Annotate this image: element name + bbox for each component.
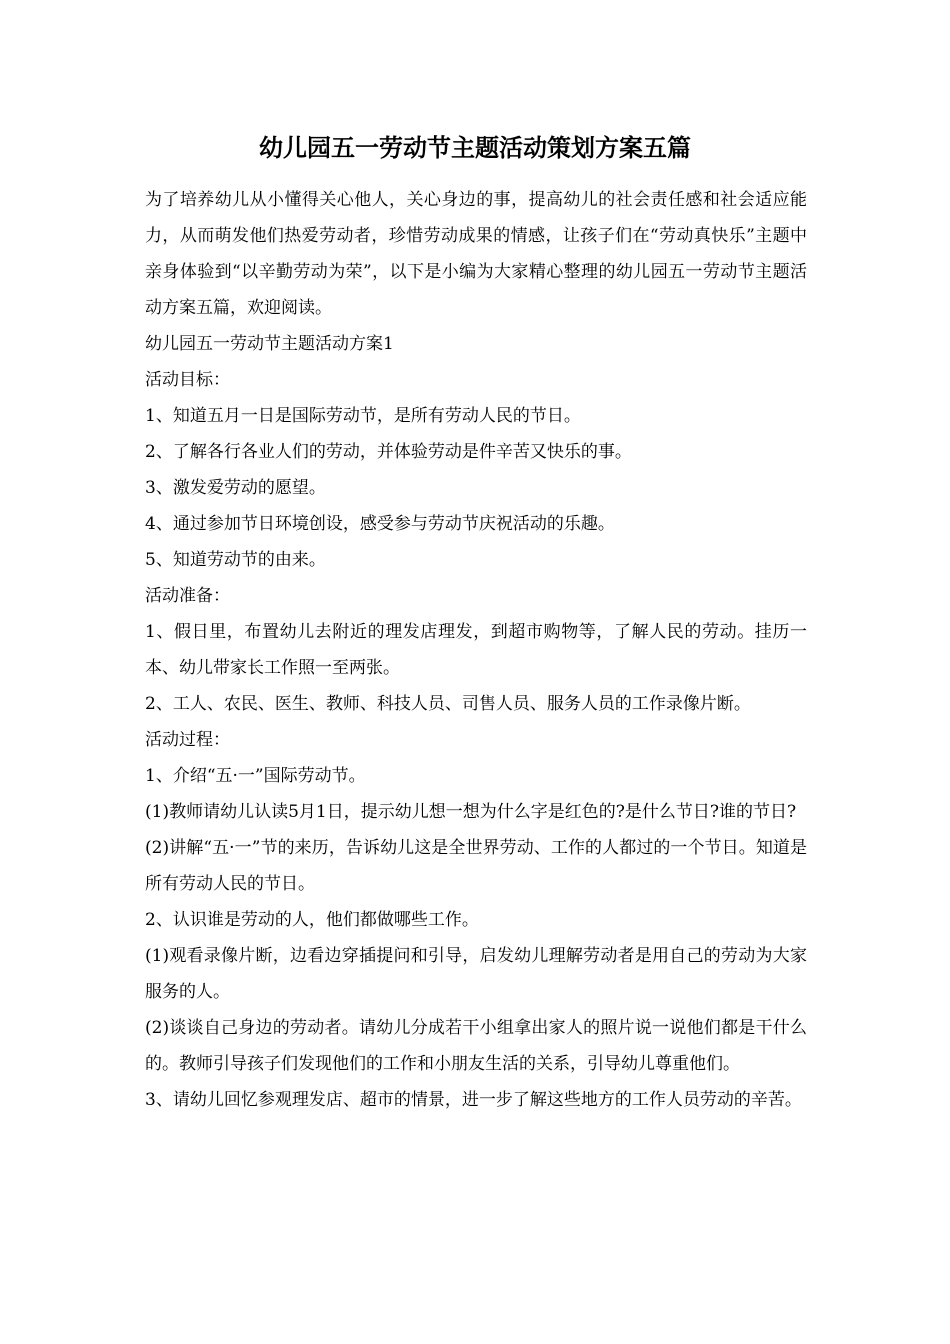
process-step-1-sub-1: (1)教师请幼儿认读5月1日，提示幼儿想一想为什么字是红色的?是什么节日?谁的节日? bbox=[145, 802, 797, 822]
section-heading-plan-1: 幼儿园五一劳动节主题活动方案1 bbox=[145, 334, 394, 354]
intro-paragraph: 为了培养幼儿从小懂得关心他人，关心身边的事，提高幼儿的社会责任感和社会适应能力，从而萌发他们热爱劳动者，珍惜劳动成果的情感，让孩子们在“劳动真快乐”主题中亲身体验到“以辛勤劳动为荣”，以下是小编为大家精心整理的幼儿园五一劳动节主题活动方案五篇，欢迎阅读。 bbox=[145, 190, 807, 318]
process-step-3: 3、请幼儿回忆参观理发店、超市的情景，进一步了解这些地方的工作人员劳动的辛苦。 bbox=[145, 1090, 802, 1110]
subheading-preparation: 活动准备： bbox=[145, 586, 230, 606]
goal-item-1: 1、知道五月一日是国际劳动节，是所有劳动人民的节日。 bbox=[145, 406, 581, 426]
process-step-2: 2、认识谁是劳动的人，他们都做哪些工作。 bbox=[145, 910, 479, 930]
document-title: 幼儿园五一劳动节主题活动策划方案五篇 bbox=[259, 133, 691, 162]
goal-item-4: 4、通过参加节日环境创设，感受参与劳动节庆祝活动的乐趣。 bbox=[145, 514, 615, 534]
goal-item-2: 2、了解各行各业人们的劳动，并体验劳动是件辛苦又快乐的事。 bbox=[145, 442, 632, 462]
goal-item-3: 3、激发爱劳动的愿望。 bbox=[145, 478, 326, 498]
preparation-item-2: 2、工人、农民、医生、教师、科技人员、司售人员、服务人员的工作录像片断。 bbox=[145, 694, 751, 714]
process-step-1-sub-2: (2)讲解“五·一”节的来历，告诉幼儿这是全世界劳动、工作的人都过的一个节日。知道是所有劳动人民的节日。 bbox=[145, 838, 807, 894]
process-step-1: 1、介绍“五·一”国际劳动节。 bbox=[145, 766, 366, 786]
subheading-process: 活动过程： bbox=[145, 730, 230, 750]
process-step-2-sub-1: (1)观看录像片断，边看边穿插提问和引导，启发幼儿理解劳动者是用自己的劳动为大家服务的人。 bbox=[145, 946, 807, 1002]
subheading-goals: 活动目标： bbox=[145, 370, 230, 390]
document-body bbox=[145, 182, 807, 1118]
preparation-item-1: 1、假日里，布置幼儿去附近的理发店理发，到超市购物等，了解人民的劳动。挂历一本、幼儿带家长工作照一至两张。 bbox=[145, 622, 807, 678]
goal-item-5: 5、知道劳动节的由来。 bbox=[145, 550, 326, 570]
process-step-2-sub-2: (2)谈谈自己身边的劳动者。请幼儿分成若干小组拿出家人的照片说一说他们都是干什么的。教师引导孩子们发现他们的工作和小朋友生活的关系，引导幼儿尊重他们。 bbox=[145, 1018, 807, 1074]
